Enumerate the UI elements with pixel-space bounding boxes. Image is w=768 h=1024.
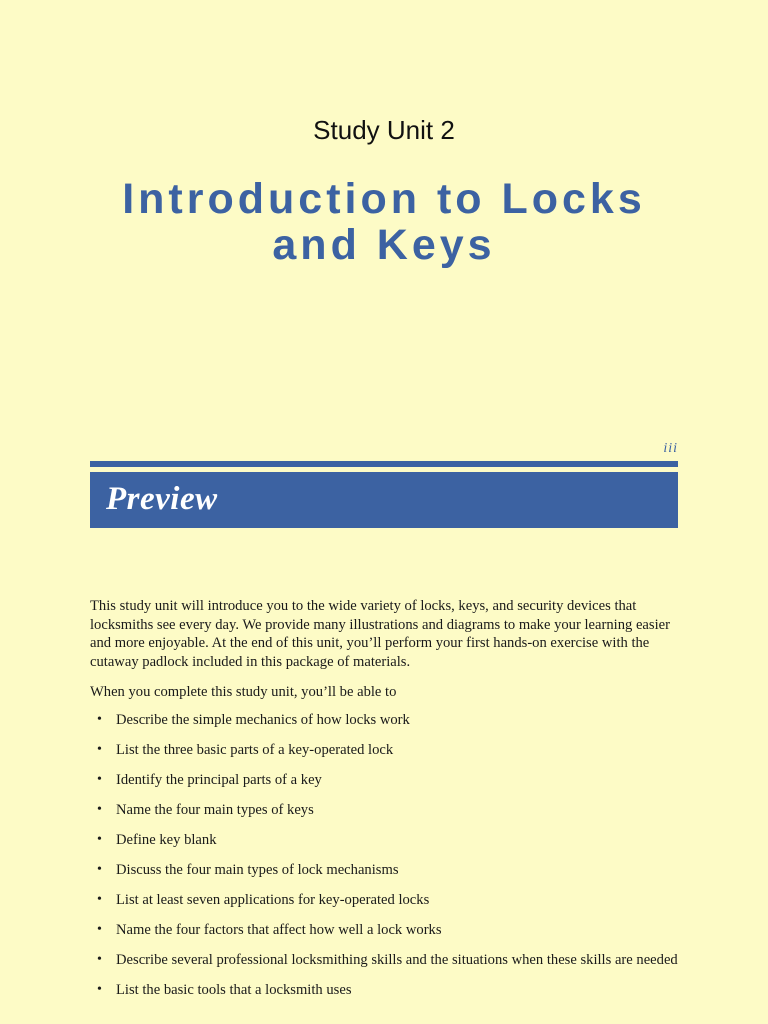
objective-text: List the three basic parts of a key-operated lock: [116, 741, 394, 758]
bullet-icon: •: [97, 771, 102, 787]
bullet-icon: •: [97, 891, 102, 907]
bullet-icon: •: [97, 801, 102, 817]
bullet-icon: •: [97, 981, 102, 997]
objective-text: Name the four factors that affect how well a lock works: [116, 921, 442, 938]
preview-content: [90, 597, 690, 1011]
list-item: [90, 921, 690, 940]
intro-paragraph: This study unit will introduce you to the wide variety of locks, keys, and security devices that locksmiths see every day. We provide many illustrations and diagrams to make your learning easier and more enjoyable. At the end of this unit, you’ll perform your first hands-on exercise with the cutaway padlock included in this package of materials.: [90, 598, 670, 670]
objective-text: List at least seven applications for key-operated locks: [116, 891, 430, 908]
objective-text: Name the four main types of keys: [116, 801, 314, 818]
list-item: [90, 981, 690, 1000]
section-top-rule: [90, 461, 678, 467]
bullet-icon: •: [97, 711, 102, 727]
list-item: [90, 711, 690, 730]
study-unit-label: Study Unit 2: [313, 115, 455, 145]
objectives-lead-in: When you complete this study unit, you’ll be able to: [90, 684, 397, 700]
list-item: [90, 831, 690, 850]
objective-text: Describe several professional locksmithing skills and the situations when these skills are needed: [116, 951, 678, 968]
unit-title: [0, 176, 768, 268]
objective-text: List the basic tools that a locksmith uses: [116, 981, 352, 998]
bullet-icon: •: [97, 951, 102, 967]
preview-banner: [90, 472, 678, 528]
objectives-list: [90, 711, 690, 1000]
unit-title-line-1: Introduction to Locks: [122, 175, 646, 223]
bullet-icon: •: [97, 921, 102, 937]
preview-title: Preview: [106, 481, 218, 517]
bullet-icon: •: [97, 861, 102, 877]
unit-title-line-2: and Keys: [272, 221, 496, 269]
bullet-icon: •: [97, 831, 102, 847]
list-item: [90, 741, 690, 760]
list-item: [90, 891, 690, 910]
list-item: [90, 771, 690, 790]
objective-text: Discuss the four main types of lock mechanisms: [116, 861, 399, 878]
list-item: [90, 951, 690, 970]
page-number: iii: [663, 441, 678, 456]
objective-text: Describe the simple mechanics of how locks work: [116, 711, 410, 728]
objective-text: Define key blank: [116, 831, 217, 848]
objective-text: Identify the principal parts of a key: [116, 771, 322, 788]
list-item: [90, 801, 690, 820]
bullet-icon: •: [97, 741, 102, 757]
list-item: [90, 861, 690, 880]
